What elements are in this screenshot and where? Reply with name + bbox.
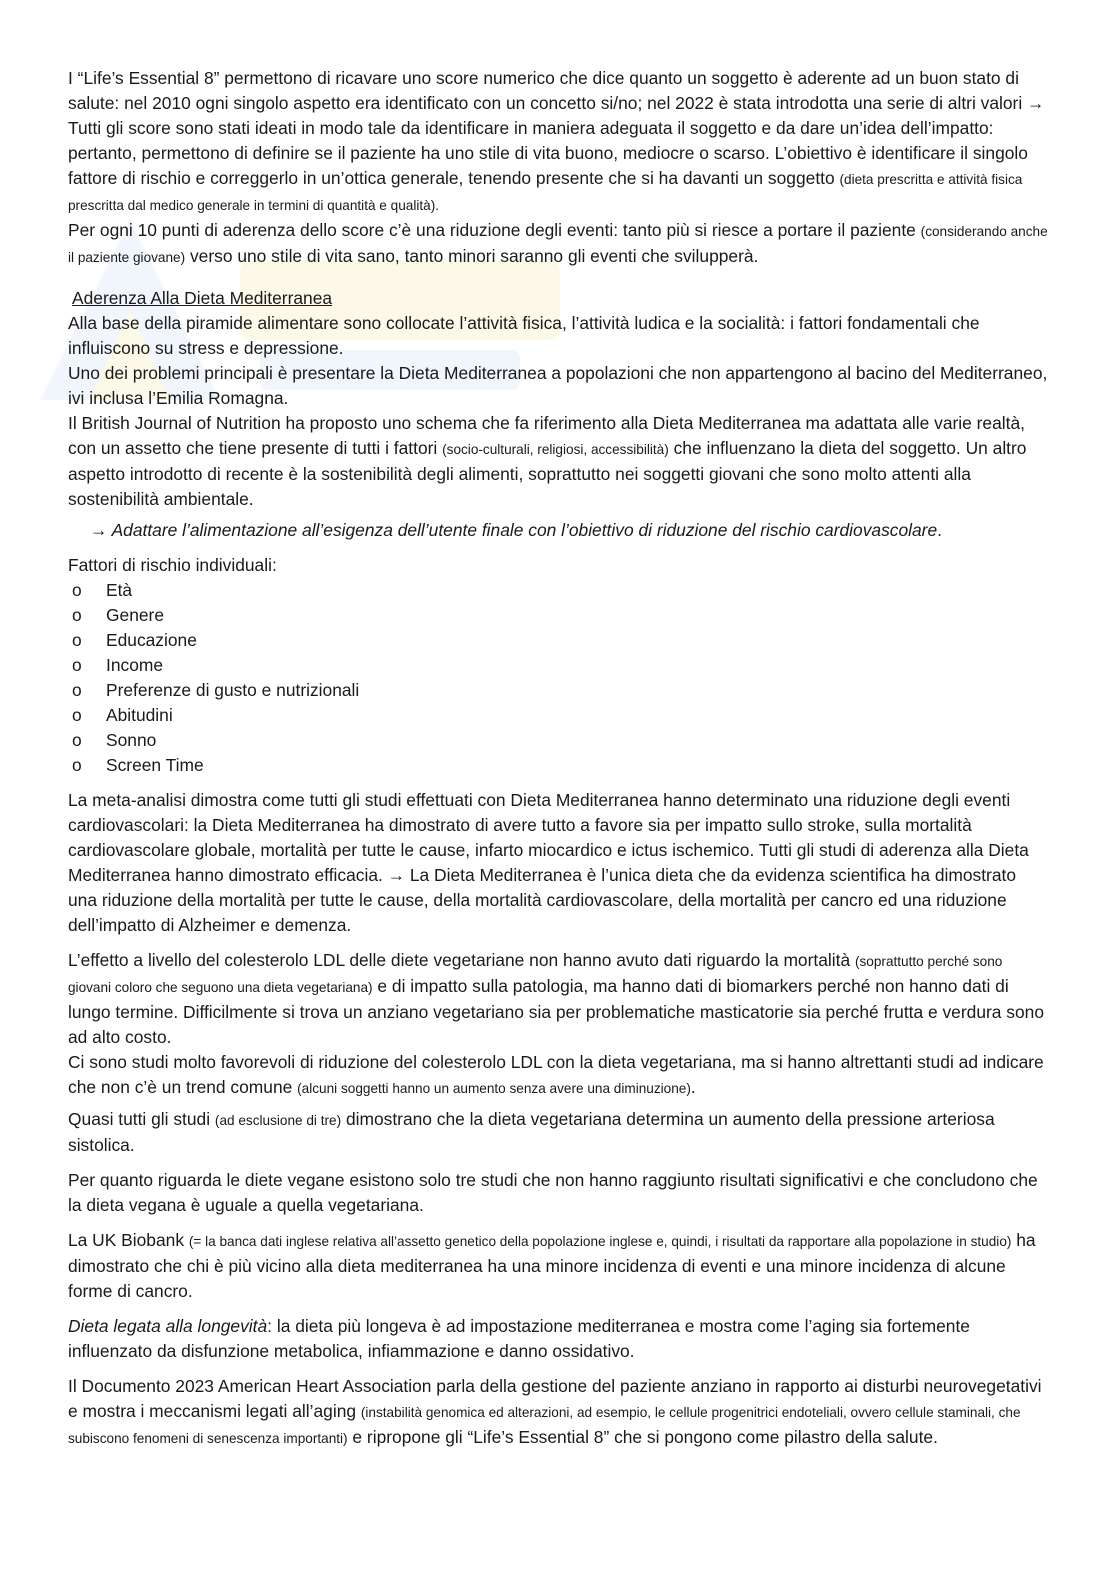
bullet-icon: o (72, 630, 82, 650)
paragraph-lifes-essential: I “Life’s Essential 8” permettono di ricavare uno score numerico che dice quanto un soggetto è aderente ad un buon stato di salute: nel 2010 ogni singolo aspetto era identificato con un concetto si/no; nel 2022 è stata introdotta una serie di altri valori → Tutti gli score sono stati ideati in modo tale da identificare in maniera adeguata il soggetto e da dare un’idea dell’impatto: pertanto, permettono di definire se il paziente ha uno stile di vita buono, mediocre o scarso. L’obiettivo è identificare il singolo fattore di rischio e correggerlo in un’ottica generale, tenendo presente che si ha davanti un soggetto (dieta prescritta e attività fisica prescritta dal medico generale in termini di quantità e qualità). (68, 68, 1045, 213)
conclusion-line: → Adattare l’alimentazione all’esigenza dell’utente finale con l’obiettivo di riduzione del rischio cardiovascolare. (90, 520, 942, 540)
paragraph-biobank: La UK Biobank (= la banca dati inglese relativa all’assetto genetico della popolazione inglese e, quindi, i risultati da rapportare alla popolazione in studio) ha dimostrato che chi è più vicino alla dieta mediterranea ha una minore incidenza di eventi e una minore incidenza di alcune forme di cancro. (68, 1230, 1036, 1301)
risk-factor-item (68, 628, 1048, 653)
risk-factor-label: Screen Time (106, 755, 204, 775)
paragraph-ldl-studies: Ci sono studi molto favorevoli di riduzione del colesterolo LDL con la dieta vegetariana, ma si hanno altrettanti studi ad indicare che non c’è un trend comune (alcuni soggetti hanno un aumento senza avere una diminuzione). (68, 1052, 1044, 1097)
arrow-icon: → (90, 520, 108, 540)
paragraph-vegan: Per quanto riguarda le diete vegane esistono solo tre studi che non hanno raggiunto risultati significativi e che concludono che la dieta vegana è uguale a quella vegetariana. (68, 1170, 1038, 1215)
paragraph-pyramid: Alla base della piramide alimentare sono collocate l’attività fisica, l’attività ludica e la socialità: i fattori fondamentali che influiscono su stress e depressione. (68, 313, 980, 358)
paragraph-ldl: L’effetto a livello del colesterolo LDL delle diete vegetariane non hanno avuto dati riguardo la mortalità (soprattutto perché sono giovani coloro che seguono una dieta vegetariana) e di impatto sulla patologia, ma hanno dati di biomarkers perché non hanno dati di lungo termine. Difficilmente si trova un anziano vegetariano sia per problematiche masticatorie sia perché frutta e verdura sono ad alto costo. (68, 950, 1044, 1047)
document-body (68, 66, 1048, 1451)
risk-factor-label: Preferenze di gusto e nutrizionali (106, 680, 360, 700)
risk-factor-item (68, 578, 1048, 603)
bullet-icon: o (72, 705, 82, 725)
risk-factor-item (68, 753, 1048, 778)
paragraph-populations: Uno dei problemi principali è presentare la Dieta Mediterranea a popolazioni che non appartengono al bacino del Mediterraneo, ivi inclusa l’Emilia Romagna. (68, 363, 1048, 408)
risk-factor-list (68, 578, 1048, 778)
bullet-icon: o (72, 580, 82, 600)
paragraph-british-journal: Il British Journal of Nutrition ha proposto uno schema che fa riferimento alla Dieta Mediterranea ma adattata alle varie realtà, con un assetto che tiene presente di tutti i fattori (socio-culturali, religiosi, accessibilità) che influenzano la dieta del soggetto. Un altro aspetto introdotto di recente è la sostenibilità degli alimenti, soprattutto nei soggetti giovani che sono molto attenti alla sostenibilità ambientale. (68, 413, 1027, 509)
risk-factor-item (68, 603, 1048, 628)
risk-factor-item (68, 653, 1048, 678)
bullet-icon: o (72, 730, 82, 750)
risk-factor-label: Età (106, 580, 133, 600)
risk-factor-item (68, 678, 1048, 703)
paragraph-score-points: Per ogni 10 punti di aderenza dello score c’è una riduzione degli eventi: tanto più si riesce a portare il paziente (considerando anche il paziente giovane) verso uno stile di vita sano, tanto minori saranno gli eventi che svilupperà. (68, 220, 1048, 266)
arrow-icon: → (387, 865, 406, 885)
risk-factor-label: Sonno (106, 730, 157, 750)
bullet-icon: o (72, 605, 82, 625)
paragraph-pressure: Quasi tutti gli studi (ad esclusione di tre) dimostrano che la dieta vegetariana determina un aumento della pressione arteriosa sistolica. (68, 1109, 995, 1155)
risk-factor-item (68, 703, 1048, 728)
risk-factor-label: Genere (106, 605, 165, 625)
risk-factor-label: Income (106, 655, 164, 675)
bullet-icon: o (72, 755, 82, 775)
risk-title: Fattori di rischio individuali: (68, 555, 277, 575)
paragraph-meta-analysis: La meta-analisi dimostra come tutti gli studi effettuati con Dieta Mediterranea hanno determinato una riduzione degli eventi cardiovascolari: la Dieta Mediterranea ha dimostrato di avere tutto a favore sia per impatto sullo stroke, sulla mortalità cardiovascolare globale, mortalità per tutte le cause, infarto miocardico e ictus ischemico. Tutti gli studi di aderenza alla Dieta Mediterranea hanno dimostrato efficacia. → La Dieta Mediterranea è l’unica dieta che da evidenza scientifica ha dimostrato una riduzione della mortalità per tutte le cause, della mortalità cardiovascolare, della mortalità per cancro ed una riduzione dell’impatto di Alzheimer e demenza. (68, 790, 1029, 935)
risk-factor-label: Abitudini (106, 705, 173, 725)
arrow-icon: → (1027, 93, 1045, 113)
risk-factor-label: Educazione (106, 630, 197, 650)
bullet-icon: o (72, 680, 82, 700)
bullet-icon: o (72, 655, 82, 675)
paragraph-aha: Il Documento 2023 American Heart Association parla della gestione del paziente anziano in rapporto ai disturbi neurovegetativi e mostra i meccanismi legati all’aging (instabilità genomica ed alterazioni, ad esempio, le cellule progenitrici endoteliali, ovvero cellule staminali, che subiscono fenomeni di senescenza importanti) e ripropone gli “Life’s Essential 8” che si pongono come pilastro della salute. (68, 1376, 1042, 1447)
section-heading: Aderenza Alla Dieta Mediterranea (72, 288, 333, 308)
paragraph-longevity: Dieta legata alla longevità: la dieta più longeva è ad impostazione mediterranea e mostra come l’aging sia fortemente influenzato da disfunzione metabolica, infiammazione e danno ossidativo. (68, 1316, 970, 1361)
risk-factor-item (68, 728, 1048, 753)
